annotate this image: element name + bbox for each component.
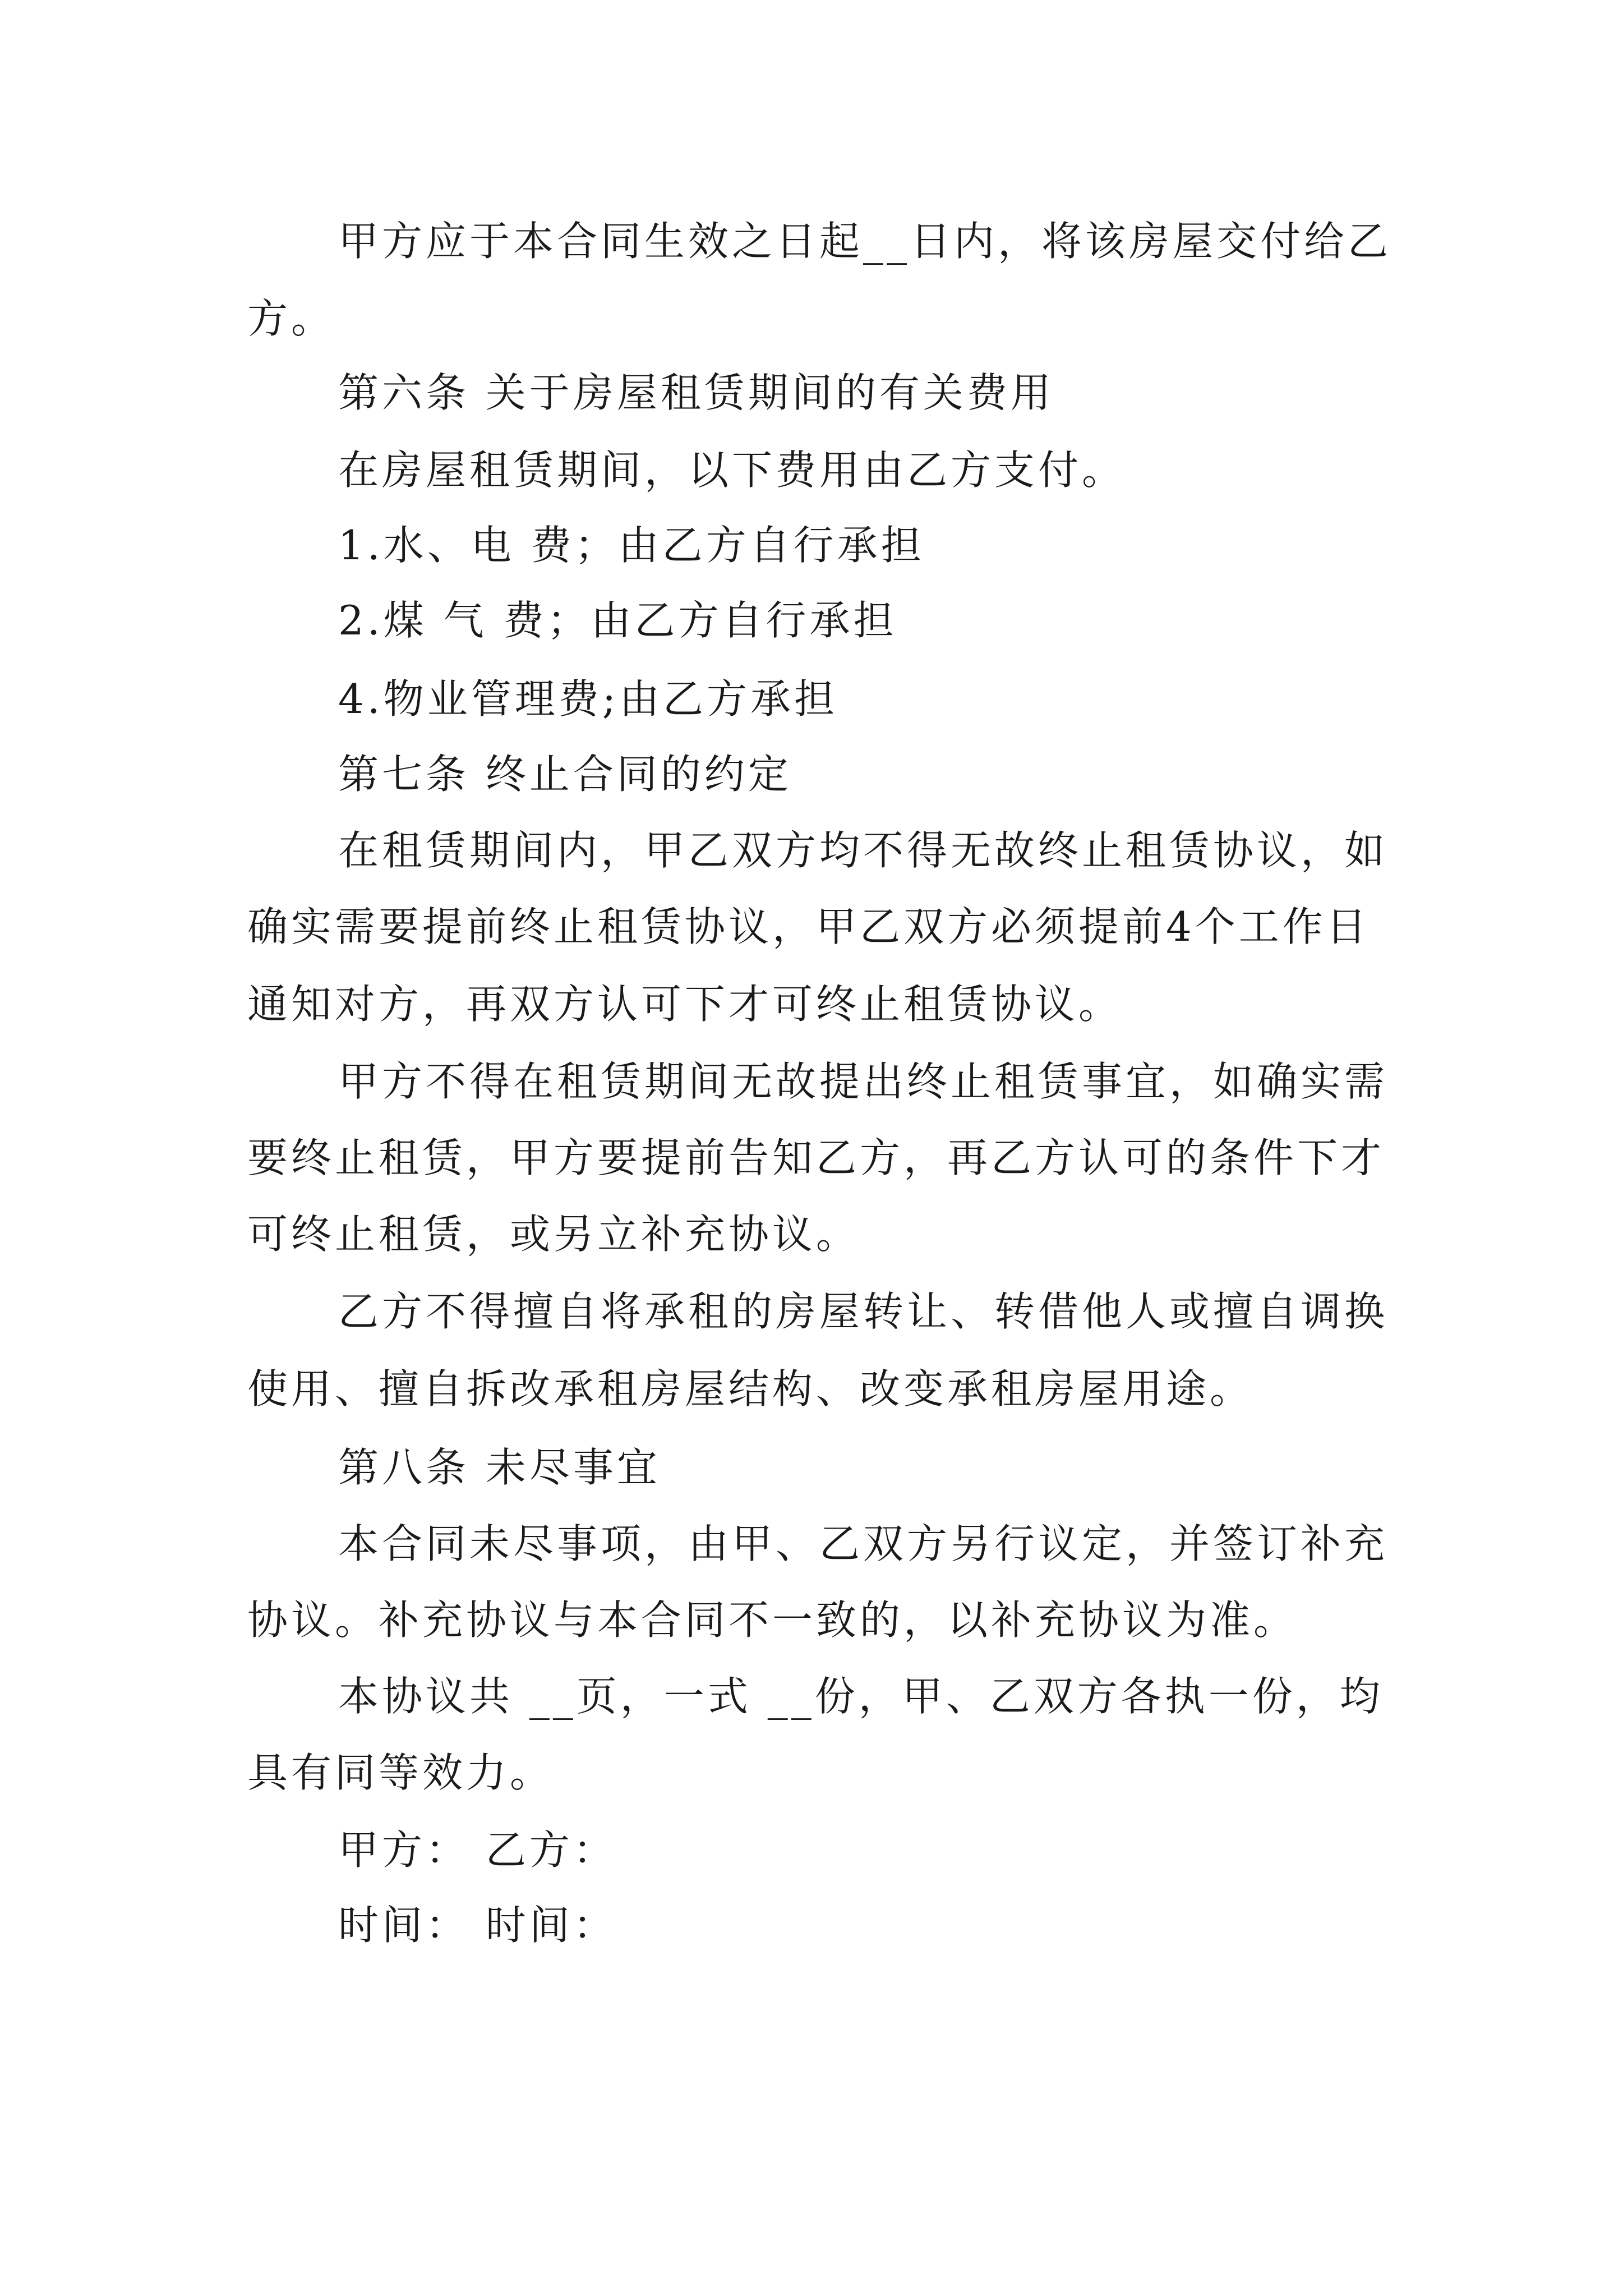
copies-line-2: 具有同等效力。 <box>247 1749 554 1796</box>
termination-para2-line-2: 要终止租赁，甲方要提前告知乙方，再乙方认可的条件下才 <box>247 1134 1385 1181</box>
signature-dates: 时间： 时间： <box>338 1902 617 1949</box>
fee-item-gas: 2.煤 气 费；由乙方自行承担 <box>338 597 897 644</box>
termination-para1-line-3: 通知对方，再双方认可下才可终止租赁协议。 <box>247 981 1123 1028</box>
fee-item-property: 4.物业管理费;由乙方承担 <box>338 675 838 723</box>
termination-para3-line-1: 乙方不得擅自将承租的房屋转让、转借他人或擅自调换 <box>338 1288 1389 1335</box>
supplement-line-1: 本合同未尽事项，由甲、乙双方另行议定，并签订补充 <box>338 1520 1389 1567</box>
signature-parties: 甲方： 乙方： <box>338 1826 617 1874</box>
termination-para1-line-2: 确实需要提前终止租赁协议，甲乙双方必须提前4个工作日 <box>247 903 1370 950</box>
termination-para2-line-3: 可终止租赁，或另立补充协议。 <box>247 1211 860 1258</box>
paragraph-delivery-line-2: 方。 <box>247 295 335 342</box>
supplement-line-2: 协议。补充协议与本合同不一致的，以补充协议为准。 <box>247 1596 1298 1644</box>
paragraph-delivery-line-1: 甲方应于本合同生效之日起__日内，将该房屋交付给乙 <box>338 218 1392 265</box>
fees-intro: 在房屋租赁期间，以下费用由乙方支付。 <box>338 447 1126 494</box>
article-six-heading: 第六条 关于房屋租赁期间的有关费用 <box>338 369 1054 416</box>
copies-line-1: 本协议共 __页，一式 __份，甲、乙双方各执一份，均 <box>338 1673 1384 1720</box>
article-seven-heading: 第七条 终止合同的约定 <box>338 751 792 798</box>
termination-para1-line-1: 在租赁期间内，甲乙双方均不得无故终止租赁协议，如 <box>338 827 1389 874</box>
termination-para2-line-1: 甲方不得在租赁期间无故提出终止租赁事宜，如确实需 <box>338 1058 1389 1105</box>
fee-item-water-electric: 1.水、电 费；由乙方自行承担 <box>338 522 925 569</box>
termination-para3-line-2: 使用、擅自拆改承租房屋结构、改变承租房屋用途。 <box>247 1365 1254 1412</box>
article-eight-heading: 第八条 未尽事宜 <box>338 1444 661 1491</box>
